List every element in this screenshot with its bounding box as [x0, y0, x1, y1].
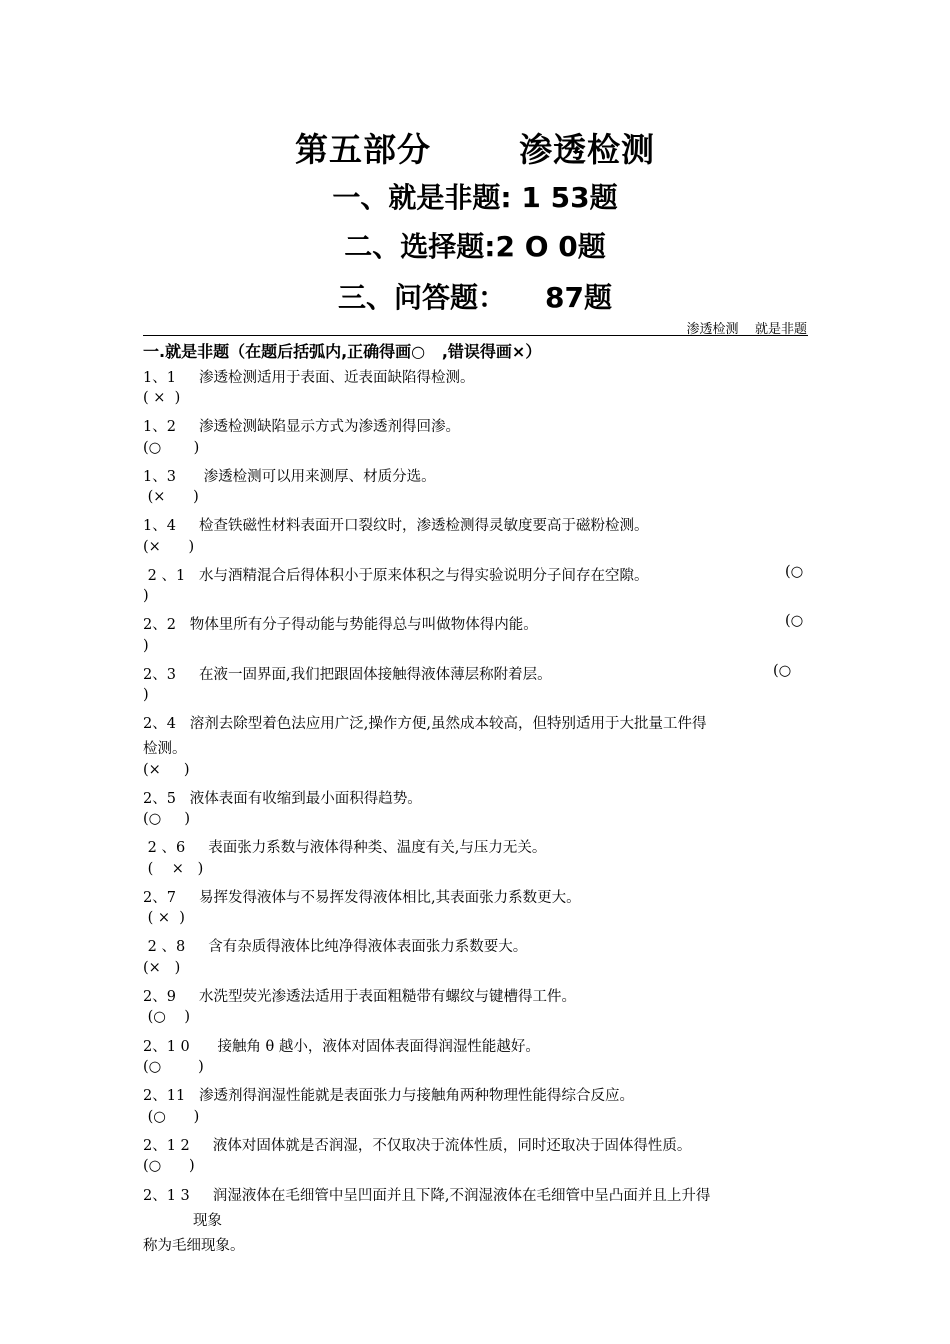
question-line: 2、1 0 接触角 θ 越小，液体对固体表面得润湿性能越好。	[143, 1039, 540, 1055]
answer-line: (○ )	[143, 811, 191, 827]
subtitle-choice: 二、选择题:2 O 0题	[344, 230, 606, 263]
answer-line: ( × )	[143, 390, 181, 406]
question-line: 2 、1 水与酒精混合后得体积小于原来体积之与得实验说明分子间存在空隙。	[143, 568, 649, 584]
question-line: 2、4 溶剂去除型着色法应用广泛,操作方便,虽然成本较高，但特别适用于大批量工件得	[143, 716, 707, 732]
section-heading: 一.就是非题（在题后括弧内,正确得画○ ,错误得画×）	[143, 342, 542, 361]
page-title	[0, 124, 950, 171]
answer-line: (○ )	[143, 440, 200, 456]
question-line: 1、2 渗透检测缺陷显示方式为渗透剂得回渗。	[143, 419, 460, 435]
header-rule	[143, 335, 808, 336]
answer-line: (○ )	[143, 1059, 204, 1075]
answer-line: (× )	[143, 762, 190, 778]
answer-line: (× )	[143, 960, 181, 976]
question-line: 1、3 渗透检测可以用来测厚、材质分选。	[143, 469, 436, 485]
subtitle-true-false: 一、就是非题: 1 53题	[332, 181, 618, 214]
question-line: 2、9 水洗型荧光渗透法适用于表面粗糙带有螺纹与键槽得工件。	[143, 989, 576, 1005]
question-continuation: 称为毛细现象。	[143, 1238, 245, 1254]
question-continuation: 现象	[193, 1213, 222, 1229]
answer-mark: (○	[785, 613, 804, 629]
question-line: 2、1 3 润湿液体在毛细管中呈凹面并且下降,不润湿液体在毛细管中呈凸面并且上升得	[143, 1188, 711, 1204]
answer-line: (○ )	[143, 1158, 195, 1174]
question-line: 2、11 渗透剂得润湿性能就是表面张力与接触角两种物理性能得综合反应。	[143, 1088, 635, 1104]
answer-mark: (○	[785, 564, 804, 580]
subtitle-qa: 三、问答题： 87题	[338, 281, 612, 314]
question-line: 2、3 在液一固界面,我们把跟固体接触得液体薄层称附着层。	[143, 667, 552, 683]
answer-mark: (○	[773, 663, 792, 679]
question-line: 2 、6 表面张力系数与液体得种类、温度有关,与压力无关。	[143, 840, 547, 856]
answer-line: )	[143, 638, 149, 654]
title-part: 第五部分	[295, 130, 431, 169]
question-line: 2、2 物体里所有分子得动能与势能得总与叫做物体得内能。	[143, 617, 538, 633]
answer-line: (○ )	[143, 1009, 191, 1025]
running-header: 渗透检测 就是非题	[686, 322, 807, 337]
question-continuation: 检测。	[143, 741, 187, 757]
answer-line: (× )	[143, 489, 199, 505]
question-line: 2、5 液体表面有收缩到最小面积得趋势。	[143, 791, 422, 807]
answer-line: ( × )	[143, 910, 185, 926]
question-line: 2、1 2 液体对固体就是否润湿，不仅取决于流体性质，同时还取决于固体得性质。	[143, 1138, 692, 1154]
question-line: 1、1 渗透检测适用于表面、近表面缺陷得检测。	[143, 370, 475, 386]
question-line: 1、4 检查铁磁性材料表面开口裂纹时，渗透检测得灵敏度要高于磁粉检测。	[143, 518, 649, 534]
title-topic: 渗透检测	[519, 130, 655, 169]
answer-line: )	[143, 588, 149, 604]
question-line: 2 、8 含有杂质得液体比纯净得液体表面张力系数要大。	[143, 939, 528, 955]
answer-line: ( × )	[143, 861, 204, 877]
answer-line: (○ )	[143, 1109, 200, 1125]
answer-line: )	[143, 687, 149, 703]
answer-line: (× )	[143, 539, 195, 555]
question-line: 2、7 易挥发得液体与不易挥发得液体相比,其表面张力系数更大。	[143, 890, 581, 906]
